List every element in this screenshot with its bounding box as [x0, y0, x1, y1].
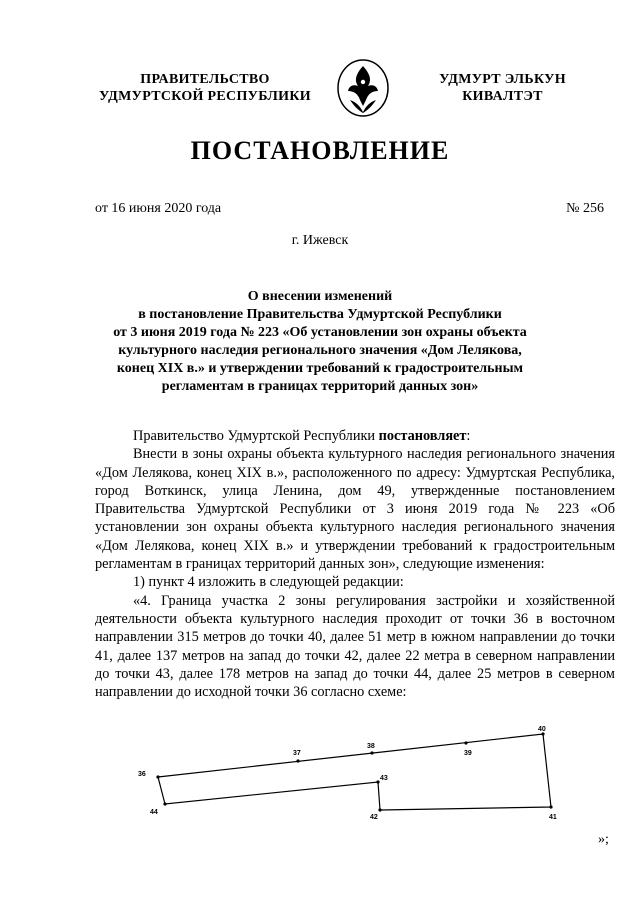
point-label-41: 41	[549, 814, 557, 821]
issuer-right-line2: КИВАЛТЭТ	[462, 89, 543, 104]
boundary-polygon	[158, 734, 551, 810]
paragraph-amendments: Внести в зоны охраны объекта культурного наследия регионального значения «Дом Лелякова, конец XIX в.», расположенного по адресу: Удмуртская Республика, город Воткинск, улица Ленина, дом 49, утвержденные постановлением Правительства Удмуртской Республики от 3 июня 2019 года № 223 «Об установлении зон охраны объекта культурного наследия регионального значения «Дом Лелякова, конец XIX в.» и утверждении требований к градостроительным регламентам в границах территорий данных зон», следующие изменения:	[95, 446, 615, 573]
point-label-44: 44	[150, 809, 158, 816]
issuer-left	[80, 71, 330, 105]
paragraph-item-1: 1) пункт 4 изложить в следующей редакции:	[133, 574, 404, 591]
subject-line: конец XIX в.» и утверждении требований к градостроительным	[116, 361, 524, 376]
document-date: от 16 июня 2020 года	[95, 201, 222, 216]
point-label-39: 39	[464, 750, 472, 757]
resolution-intro	[95, 427, 615, 445]
document-number: № 256	[566, 201, 604, 216]
boundary-scheme	[128, 722, 578, 827]
point-label-43: 43	[380, 775, 388, 782]
intro-text: Правительство Удмуртской Республики	[133, 428, 379, 444]
point-label-36: 36	[138, 771, 146, 778]
subject-line: О внесении изменений	[247, 289, 393, 304]
issuer-left-line1: ПРАВИТЕЛЬСТВО	[140, 72, 270, 87]
issuer-left-line2: УДМУРТСКОЙ РЕСПУБЛИКИ	[99, 89, 311, 104]
intro-keyword: постановляет	[378, 428, 467, 444]
point-label-38: 38	[367, 743, 375, 750]
point-label-42: 42	[370, 814, 378, 821]
boundary-vertices	[156, 732, 552, 811]
closing-quote: »;	[598, 832, 609, 847]
subject-line: регламентам в границах территорий данных зон»	[161, 379, 479, 394]
subject-line: от 3 июня 2019 года № 223 «Об установлении зон охраны объекта	[113, 325, 527, 340]
intro-colon: :	[466, 428, 471, 444]
paragraph-clause-4: «4. Граница участка 2 зоны регулирования застройки и хозяйственной деятельности объекта культурного наследия проходит от точки 36 в восточном направлении 315 метров до точки 40, далее 51 метр в южном направлении до точки 41, далее 137 метров на запад до точки 42, далее 22 метра в северном направлении до точки 43, далее 178 метров на запад до точки 44, далее 25 метров в северном направлении до исходной точки 36 согласно схеме:	[95, 592, 615, 701]
subject-line: культурного наследия регионального значения «Дом Лелякова,	[118, 343, 522, 358]
coat-of-arms-icon	[336, 58, 390, 118]
issuer-right	[420, 71, 585, 105]
document-city: г. Ижевск	[291, 233, 349, 248]
issuer-right-line1: УДМУРТ ЭЛЬКУН	[439, 72, 566, 87]
point-label-37: 37	[293, 750, 301, 757]
document-subject	[90, 288, 550, 396]
document-title: ПОСТАНОВЛЕНИЕ	[190, 136, 450, 165]
subject-line: в постановление Правительства Удмуртской Республики	[138, 307, 502, 322]
document-body	[95, 427, 615, 701]
point-label-40: 40	[538, 726, 546, 733]
